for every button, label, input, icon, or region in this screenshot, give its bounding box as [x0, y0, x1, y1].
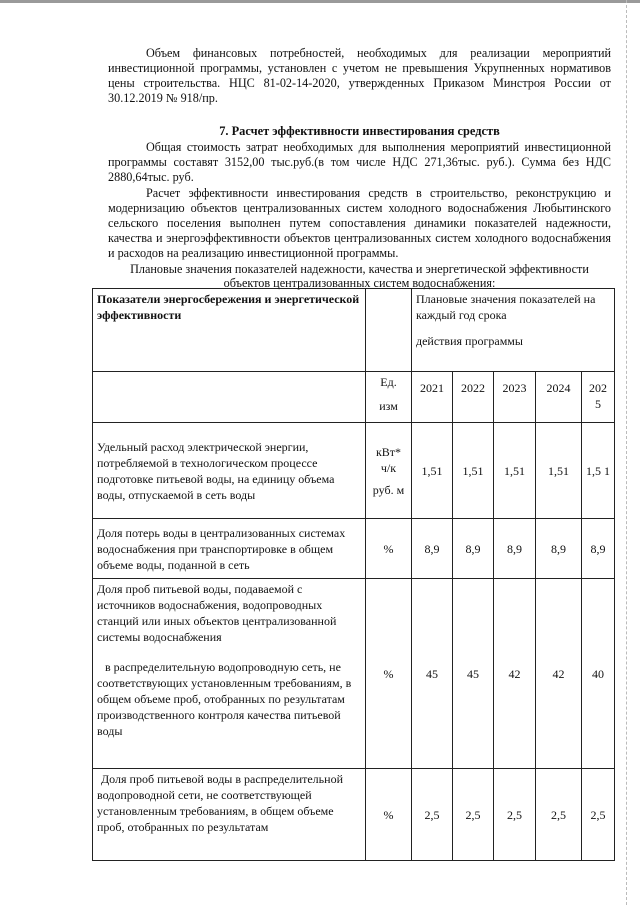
row1-unit-line1: кВт* ч/к	[375, 444, 402, 475]
table-row	[93, 423, 615, 519]
row3-value-2021: 45	[412, 579, 453, 769]
header-unit-blank	[366, 289, 412, 372]
row3-indicator-part1: Доля проб питьевой воды, подаваемой с источников водоснабжения, водопроводных станций или иных объектов централизованной системы водоснабжения	[97, 582, 337, 644]
row1-unit-line2: руб. м	[372, 482, 405, 497]
table-row	[93, 769, 615, 861]
row3-indicator-part2: в распределительную водопроводную сеть, не соответствующих установленным требованиям, в общем объеме проб, отобранных по результатам производственного контроля качества питьевой воды	[97, 660, 352, 738]
row1-unit	[366, 423, 412, 519]
table-years-row	[93, 372, 615, 423]
row2-value-2025: 8,9	[582, 519, 615, 579]
section-heading: 7. Расчет эффективности инвестирования средств	[219, 124, 500, 138]
scan-right-edge	[626, 0, 628, 905]
row2-unit: %	[366, 519, 412, 579]
year-2022: 2022	[453, 372, 494, 423]
header-unit	[366, 372, 412, 423]
row2-value-2021: 8,9	[412, 519, 453, 579]
row3-value-2022: 45	[453, 579, 494, 769]
row4-value-2024: 2,5	[536, 769, 582, 861]
row3-indicator	[93, 579, 366, 769]
row4-value-2025: 2,5	[582, 769, 615, 861]
row4-value-2023: 2,5	[494, 769, 536, 861]
row2-value-2024: 8,9	[536, 519, 582, 579]
row3-unit: %	[366, 579, 412, 769]
table-header-row	[93, 289, 615, 372]
header-indicator: Показатели энергосбережения и энергетической эффективности	[93, 289, 366, 372]
header-unit-line2: изм	[379, 399, 398, 413]
financial-needs-paragraph: Объем финансовых потребностей, необходимых для реализации мероприятий инвестиционной программы, установлен с учетом не превышения Укрупненных нормативов цены строительства. НЦС 81-02-14-2020, утвержденных Приказом Минстроя России от 30.12.2019 № 918/пр.	[108, 46, 611, 105]
row1-value-2022: 1,51	[453, 423, 494, 519]
header-plan-line2: действия программы	[416, 334, 523, 348]
year-2021: 2021	[412, 372, 453, 423]
row4-indicator: Доля проб питьевой воды в распределительной водопроводной сети, не соответствующей установленным требованиям, в общем объеме проб, отобранных по результатам	[93, 769, 366, 861]
row1-value-2024: 1,51	[536, 423, 582, 519]
row2-indicator: Доля потерь воды в централизованных системах водоснабжения при транспортировке в общем объеме воды, поданной в сеть	[93, 519, 366, 579]
row3-value-2023: 42	[494, 579, 536, 769]
header-plan-line1: Плановые значения показателей на каждый год срока	[416, 292, 596, 322]
row3-value-2024: 42	[536, 579, 582, 769]
row1-indicator: Удельный расход электрической энергии, потребляемой в технологическом процессе подготовке питьевой воды, на единицу объема воды, отпускаемой в сеть воды	[93, 423, 366, 519]
row2-value-2023: 8,9	[494, 519, 536, 579]
row1-value-2023: 1,51	[494, 423, 536, 519]
year-2025: 202 5	[582, 372, 615, 423]
scan-top-edge	[0, 0, 640, 3]
year-2024: 2024	[536, 372, 582, 423]
row1-value-2025: 1,5 1	[582, 423, 615, 519]
years-row-blank	[93, 372, 366, 423]
indicators-table	[92, 288, 615, 861]
row3-value-2025: 40	[582, 579, 615, 769]
table-caption: Плановые значения показателей надежности, качества и энергетической эффективности объектов централизованных систем водоснабжения:	[130, 262, 589, 290]
header-unit-line1: Ед.	[380, 375, 397, 389]
efficiency-method-paragraph: Расчет эффективности инвестирования средств в строительство, реконструкцию и модернизацию объектов централизованных систем холодного водоснабжения Любытинского сельского поселения выполнен путем сопоставления динамики показателей надежности, качества и энергоэффективности объектов централизованных систем холодного водоснабжения и расходов на реализацию инвестиционной программы.	[108, 186, 611, 260]
total-cost-paragraph: Общая стоимость затрат необходимых для выполнения мероприятий инвестиционной программы составят 3152,00 тыс.руб.(в том числе НДС 271,36тыс. руб.). Сумма без НДС 2880,64тыс. руб.	[108, 140, 611, 184]
row1-value-2021: 1,51	[412, 423, 453, 519]
row2-value-2022: 8,9	[453, 519, 494, 579]
row4-unit: %	[366, 769, 412, 861]
table-row	[93, 579, 615, 769]
row4-value-2021: 2,5	[412, 769, 453, 861]
row4-value-2022: 2,5	[453, 769, 494, 861]
year-2023: 2023	[494, 372, 536, 423]
header-plan	[412, 289, 615, 372]
table-row	[93, 519, 615, 579]
